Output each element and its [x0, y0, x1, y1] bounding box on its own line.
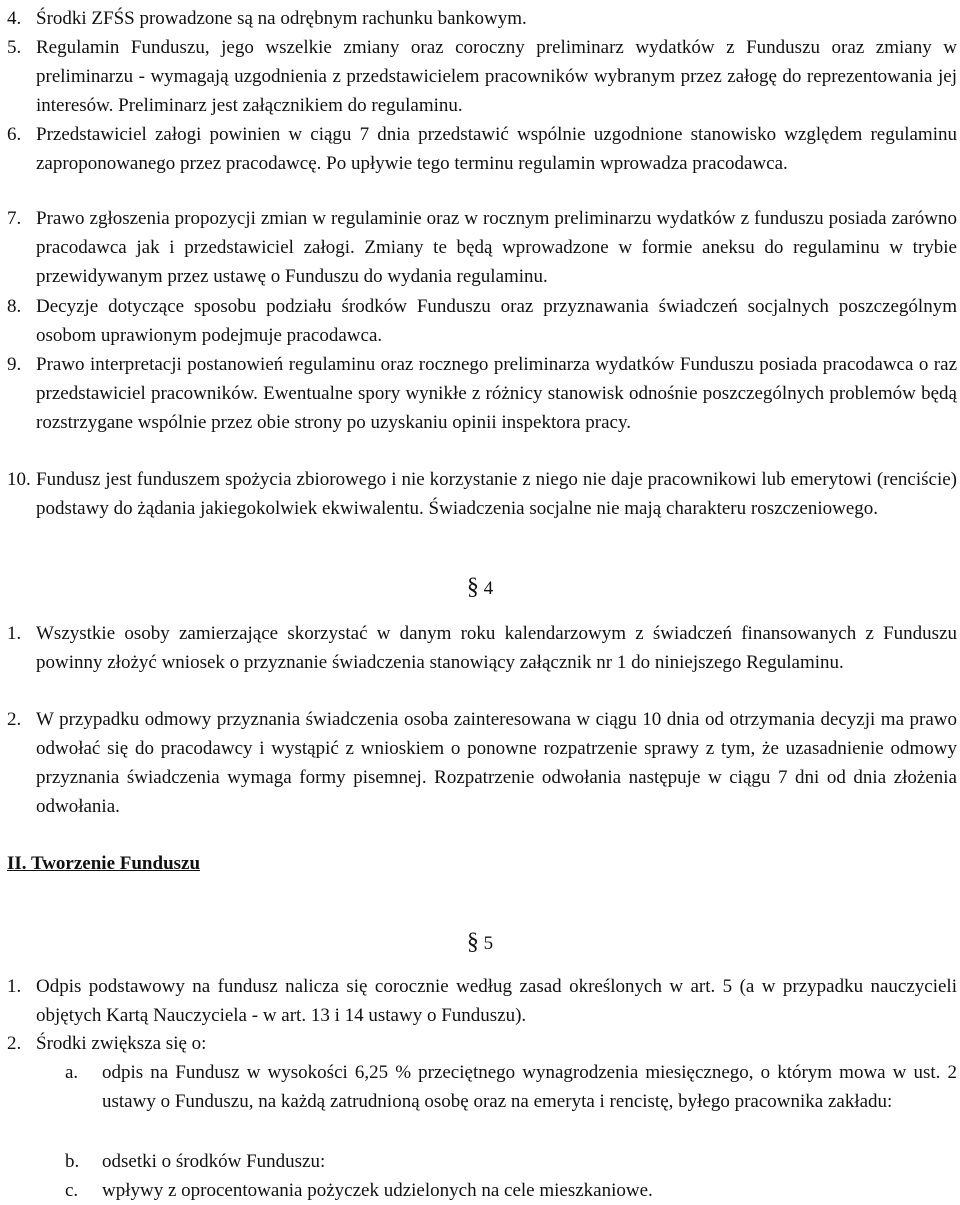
item-text: Prawo zgłoszenia propozycji zmian w regulaminie oraz w rocznym preliminarzu wydatków z funduszu posiada zarówno pracodawca jak i przedstawiciel załogi. Zmiany te będą wprowadzone w formie aneksu do regulaminu w trybie przewidywanym przez ustawę o Funduszu do wydania regulaminu.	[36, 208, 957, 287]
item-number: 7.	[7, 208, 22, 229]
item-text: Przedstawiciel załogi powinien w ciągu 7 dnia przedstawić wspólnie uzgodnione stanowisko względem regulaminu zaproponowanego przez pracodawcę. Po upływie tego terminu regulamin wprowadza pracodawca.	[36, 124, 957, 174]
section-sign-icon: §	[466, 929, 479, 955]
item-text: Prawo interpretacji postanowień regulaminu oraz rocznego preliminarza wydatków Funduszu posiada pracodawca o raz przedstawiciel pracowników. Ewentualne spory wynikłe z różnicy stanowisk odnośnie poszczególnych problemów będą rozstrzygane wspólnie przez obie strony po uzyskaniu opinii inspektora pracy.	[36, 354, 957, 433]
item-text: wpływy z oprocentowania pożyczek udzielonych na cele mieszkaniowe.	[102, 1180, 653, 1201]
item-number: 1.	[7, 623, 22, 644]
list-item	[0, 120, 957, 178]
item-text: odsetki o środków Funduszu:	[102, 1151, 326, 1172]
item-text: Regulamin Funduszu, jego wszelkie zmiany oraz coroczny preliminarz wydatków z Funduszu oraz zmiany w preliminarzu - wymagają uzgodnienia z przedstawicielem pracowników wybranym przez załogę do reprezentowania jej interesów. Preliminarz jest załącznikiem do regulaminu.	[36, 37, 957, 116]
item-text: Fundusz jest funduszem spożycia zbiorowego i nie korzystanie z niego nie daje pracownikowi lub emerytowi (renciście) podstawy do żądania jakiegokolwiek ekwiwalentu. Świadczenia socjalne nie mają charakteru roszczeniowego.	[36, 469, 957, 519]
sub-list-item	[0, 1147, 957, 1176]
item-letter: b.	[65, 1151, 80, 1172]
sub-list-item	[0, 1058, 957, 1116]
list-item	[0, 204, 957, 291]
item-number: 2.	[7, 1033, 22, 1054]
item-number: 1.	[7, 976, 22, 997]
item-number: 4.	[7, 8, 22, 29]
item-text: odpis na Fundusz w wysokości 6,25 % przeciętnego wynagrodzenia miesięcznego, o którym mowa w ust. 2 ustawy o Funduszu, na każdą zatrudnioną osobę oraz na emeryta i rencistę, byłego pracownika zakładu:	[102, 1062, 957, 1112]
list-item	[0, 292, 957, 350]
list-item	[0, 465, 957, 523]
list-item	[0, 705, 957, 821]
item-number: 6.	[7, 124, 22, 145]
item-number: 10.	[7, 469, 31, 490]
list-item	[0, 619, 957, 677]
item-text: Odpis podstawowy na fundusz nalicza się corocznie według zasad określonych w art. 5 (a w przypadku nauczycieli objętych Kartą Nauczyciela - w art. 13 i 14 ustawy o Funduszu).	[36, 976, 957, 1026]
item-number: 5.	[7, 37, 22, 58]
list-item	[0, 972, 957, 1030]
section-sign-icon: §	[466, 574, 479, 600]
section-number: 4	[483, 578, 494, 599]
section-heading-4	[0, 573, 960, 603]
item-text: W przypadku odmowy przyznania świadczenia osoba zainteresowana w ciągu 10 dnia od otrzymania decyzji ma prawo odwołać się do pracodawcy i wystąpić z wnioskiem o ponowne rozpatrzenie sprawy z tym, że uzasadnienie odmowy przyznania świadczenia wymaga formy pisemnej. Rozpatrzenie odwołania następuje w ciągu 7 dni od dnia złożenia odwołania.	[36, 709, 957, 817]
section-heading-5	[0, 928, 960, 958]
section-number: 5	[483, 933, 494, 954]
item-number: 9.	[7, 354, 22, 375]
sub-list-item	[0, 1176, 957, 1205]
item-number: 2.	[7, 709, 22, 730]
list-item	[0, 33, 957, 120]
item-letter: a.	[65, 1062, 79, 1083]
item-text: Wszystkie osoby zamierzające skorzystać w danym roku kalendarzowym z świadczeń finansowanych z Funduszu powinny złożyć wniosek o przyznanie świadczenia stanowiący załącznik nr 1 do niniejszego Regulaminu.	[36, 623, 957, 673]
item-text: Środki zwiększa się o:	[36, 1033, 207, 1054]
item-text: Decyzje dotyczące sposobu podziału środków Funduszu oraz przyznawania świadczeń socjalnych poszczególnym osobom uprawionym podejmuje pracodawca.	[36, 296, 957, 346]
list-item	[0, 4, 957, 33]
item-number: 8.	[7, 296, 22, 317]
item-text: Środki ZFŚS prowadzone są na odrębnym rachunku bankowym.	[36, 8, 527, 29]
chapter-title: II. Tworzenie Funduszu	[7, 853, 201, 874]
list-item	[0, 1029, 957, 1058]
item-letter: c.	[65, 1180, 79, 1201]
list-item	[0, 350, 957, 437]
